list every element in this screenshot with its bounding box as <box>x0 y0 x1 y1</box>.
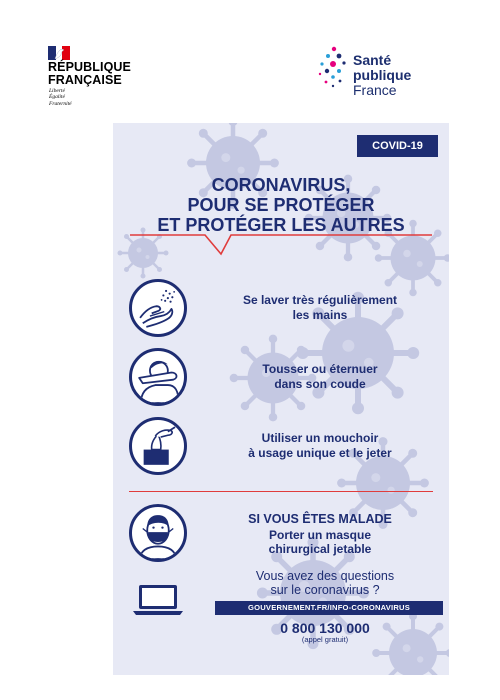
section-divider <box>129 491 433 492</box>
measure-cough-elbow <box>127 348 447 418</box>
title-line-3: ET PROTÉGER LES AUTRES <box>157 215 405 235</box>
speech-bubble-underline-icon <box>113 234 449 258</box>
info-url-link[interactable]: GOUVERNEMENT.FR/INFO-CORONAVIRUS <box>215 601 443 615</box>
phone-number[interactable]: 0 800 130 000 <box>280 620 370 636</box>
covid-badge: COVID-19 <box>357 135 438 157</box>
measure-text: Tousser ou éternuer dans son coude <box>262 362 378 391</box>
laptop-icon <box>132 583 184 617</box>
title-line-1: CORONAVIRUS, <box>211 175 351 195</box>
measure-text: Se laver très régulièrement les mains <box>242 293 398 322</box>
republique-francaise-name: RÉPUBLIQUE FRANÇAISE <box>48 60 131 87</box>
mask-person-icon <box>129 504 187 562</box>
sante-publique-france-logo-icon <box>318 44 348 90</box>
measure-handwashing <box>127 279 447 349</box>
measure-tissue <box>127 417 447 487</box>
cough-elbow-icon <box>129 348 187 406</box>
marianne-logo-icon <box>48 46 70 60</box>
sante-publique-france-name: Santé publique France <box>353 52 412 98</box>
sick-title: SI VOUS ÊTES MALADE <box>248 512 392 526</box>
tissue-box-icon <box>129 417 187 475</box>
title-line-2: POUR SE PROTÉGER <box>187 195 375 215</box>
poster-panel <box>113 123 449 675</box>
measure-text: Utiliser un mouchoir à usage unique et le jeter <box>248 431 392 460</box>
republique-motto: Liberté Égalité Fraternité <box>49 88 72 107</box>
phone-note: (appel gratuit) <box>301 635 349 644</box>
header <box>0 0 500 122</box>
poster-title <box>113 175 449 235</box>
handwashing-icon <box>129 279 187 337</box>
sick-advice: Porter un masque chirurgical jetable <box>268 528 372 556</box>
questions-text: Vous avez des questions sur le coronavirus ? <box>255 569 395 597</box>
